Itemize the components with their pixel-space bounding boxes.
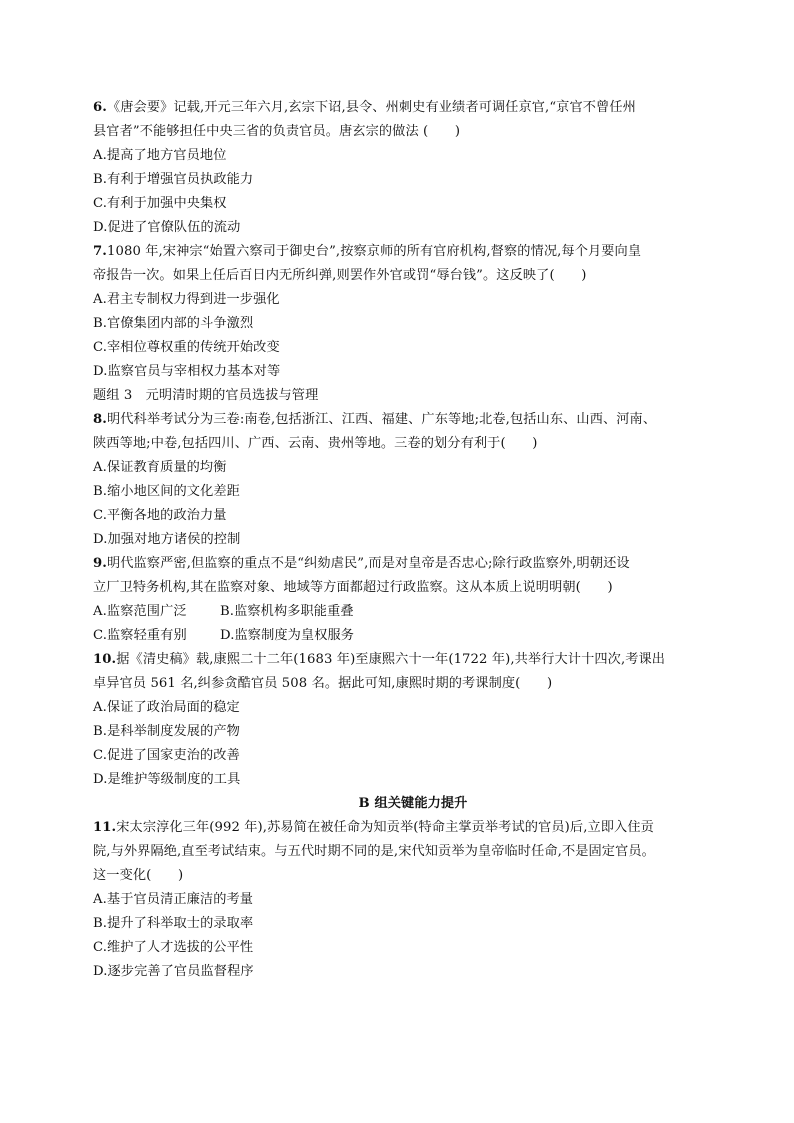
- question-stem-line: 帝报告一次。如果上任后百日内无所纠弹,则罢作外官或罚“辱台钱”。这反映了( ): [93, 268, 587, 283]
- question-stem-line: 明代科举考试分为三卷:南卷,包括浙江、江西、福建、广东等地;北卷,包括山东、山西、河南、: [106, 412, 657, 427]
- question-number: 9.: [93, 556, 107, 571]
- question-stem-line: 院,与外界隔绝,直至考试结束。与五代时期不同的是,宋代知贡举为皇帝临时任命,不是固定官员。: [93, 844, 655, 859]
- option-c[interactable]: C.有利于加强中央集权: [93, 196, 227, 211]
- question-number: 8.: [93, 412, 107, 427]
- question-stem-line: 立厂卫特务机构,其在监察对象、地域等方面都超过行政监察。这从本质上说明明朝( ): [93, 580, 613, 595]
- option-c[interactable]: C.宰相位尊权重的传统开始改变: [93, 340, 280, 355]
- option-d[interactable]: D.监察官员与宰相权力基本对等: [93, 364, 281, 379]
- option-c[interactable]: C.监察轻重有别: [93, 628, 187, 643]
- question-10: [93, 648, 733, 792]
- option-a[interactable]: A.君主专制权力得到进一步强化: [93, 292, 280, 307]
- question-stem-line: 这一变化( ): [93, 868, 184, 883]
- option-d[interactable]: D.加强对地方诸侯的控制: [93, 532, 241, 547]
- question-stem-line: 据《清史稿》载,康熙二十二年(1683 年)至康熙六十一年(1722 年),共举行大计十四次,考课出: [116, 652, 666, 667]
- option-a[interactable]: A.基于官员清正廉洁的考量: [93, 892, 254, 907]
- option-c[interactable]: C.促进了国家吏治的改善: [93, 748, 240, 763]
- option-b[interactable]: B.官僚集团内部的斗争激烈: [93, 316, 254, 331]
- question-7: [93, 240, 733, 384]
- question-stem-line: 县官者”不能够担任中央三省的负责官员。唐玄宗的做法 ( ): [93, 124, 461, 139]
- option-b[interactable]: B.提升了科举取士的录取率: [93, 916, 254, 931]
- option-d[interactable]: D.逐步完善了官员监督程序: [93, 964, 254, 979]
- option-a[interactable]: A.保证了政治局面的稳定: [93, 700, 240, 715]
- question-9: [93, 552, 733, 648]
- option-row: [93, 624, 733, 648]
- question-stem-line: 《唐会要》记载,开元三年六月,玄宗下诏,县令、州刺史有业绩者可调任京官,“京官不曾任州: [106, 100, 636, 115]
- option-a[interactable]: A.监察范围广泛: [93, 604, 187, 619]
- question-stem-line: 宋太宗淳化三年(992 年),苏易简在被任命为知贡举(特命主掌贡举考试的官员)后,立即入住贡: [116, 820, 654, 835]
- option-b[interactable]: B.有利于增强官员执政能力: [93, 172, 254, 187]
- option-b[interactable]: B.缩小地区间的文化差距: [93, 484, 240, 499]
- section-title: B 组关键能力提升: [358, 796, 468, 811]
- option-row: [93, 600, 733, 624]
- option-d[interactable]: D.促进了官僚队伍的流动: [93, 220, 241, 235]
- option-a[interactable]: A.保证教育质量的均衡: [93, 460, 227, 475]
- question-stem-line: 卓异官员 561 名,纠参贪酷官员 508 名。据此可知,康熙时期的考课制度( ): [93, 676, 553, 691]
- question-number: 6.: [93, 100, 107, 115]
- question-stem-line: 明代监察严密,但监察的重点不是“纠劾虐民”,而是对皇帝是否忠心;除行政监察外,明朝还设: [106, 556, 630, 571]
- question-6: [93, 96, 733, 240]
- option-b[interactable]: B.监察机构多职能重叠: [220, 604, 354, 619]
- question-number: 7.: [93, 244, 107, 259]
- question-11: [93, 816, 733, 984]
- question-stem-line: 陕西等地;中卷,包括四川、广西、云南、贵州等地。三卷的划分有利于( ): [93, 436, 538, 451]
- question-list: [93, 96, 733, 984]
- option-a[interactable]: A.提高了地方官员地位: [93, 148, 227, 163]
- question-number: 11.: [93, 820, 117, 835]
- question-number: 10.: [93, 652, 117, 667]
- question-8: [93, 408, 733, 552]
- option-b[interactable]: B.是科举制度发展的产物: [93, 724, 240, 739]
- group-title: 题组 3 元明清时期的官员选拔与管理: [93, 388, 319, 403]
- option-c[interactable]: C.维护了人才选拔的公平性: [93, 940, 254, 955]
- option-d[interactable]: D.是维护等级制度的工具: [93, 772, 241, 787]
- question-stem-line: 1080 年,宋神宗“始置六察司于御史台”,按察京师的所有官府机构,督察的情况,每个月要向皇: [106, 244, 642, 259]
- option-d[interactable]: D.监察制度为皇权服务: [220, 628, 355, 643]
- option-c[interactable]: C.平衡各地的政治力量: [93, 508, 227, 523]
